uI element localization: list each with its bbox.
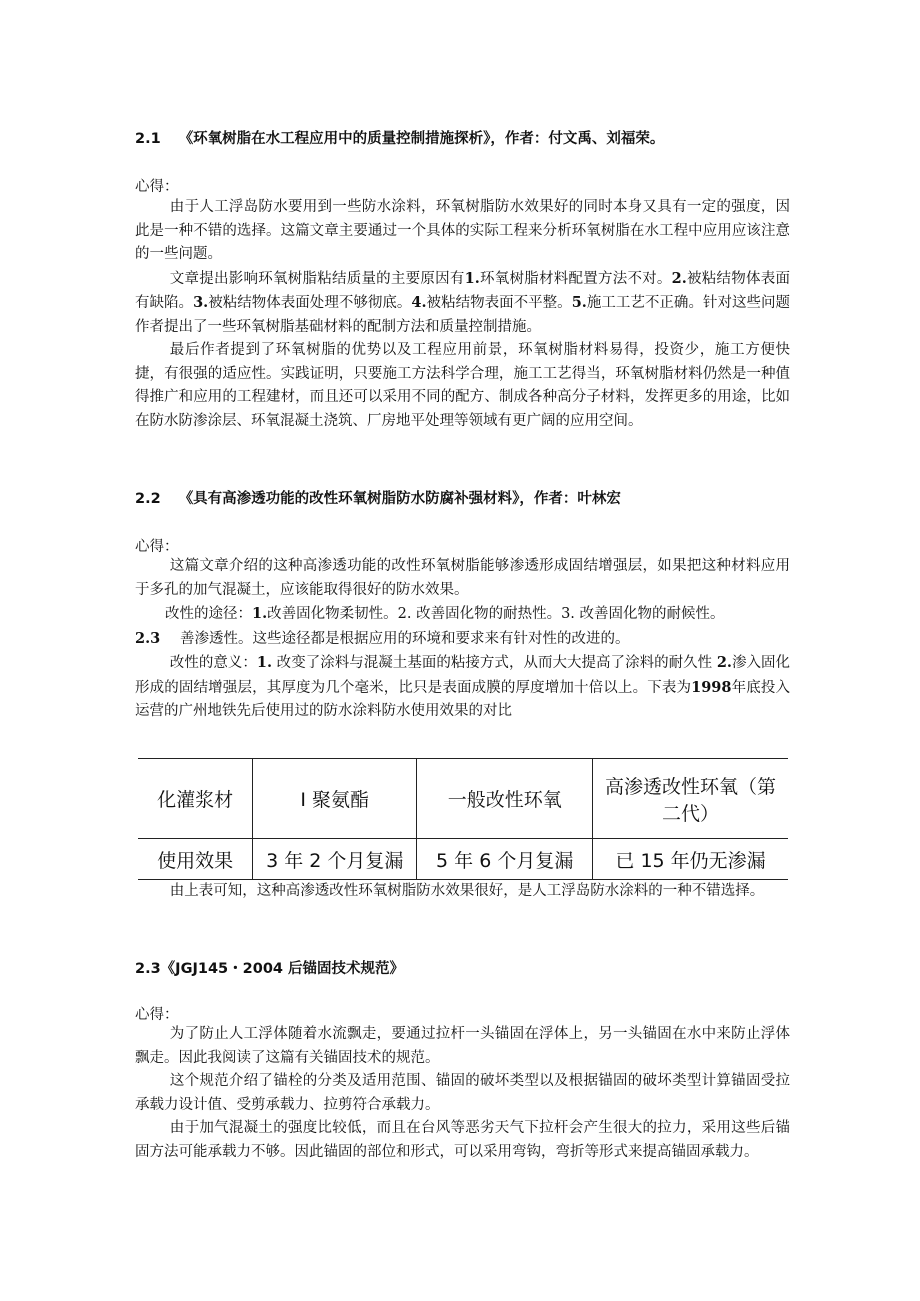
table-cell: 5 年 6 个月复漏 xyxy=(417,839,593,880)
section-number: 2.2 xyxy=(135,491,161,507)
table-cell: 使用效果 xyxy=(138,839,253,880)
table-conclusion: 由上表可知，这种高渗透改性环氧树脂防水效果很好，是人工浮岛防水涂料的一种不错选择。 xyxy=(169,883,765,899)
section-2-1-heading xyxy=(135,127,790,148)
notes-label: 心得： xyxy=(135,179,179,195)
section-2-2-heading xyxy=(135,487,790,508)
comparison-table xyxy=(138,758,788,880)
section-title: 《具有高渗透功能的改性环氧树脂防水防腐补强材料》，作者：叶林宏 xyxy=(178,491,621,507)
table-cell: 高渗透改性环氧（第二代） xyxy=(593,759,788,839)
paragraph: 改性的途径：1.改善固化物柔韧性。2. 改善固化物的耐热性。3. 改善固化物的耐候性。 xyxy=(165,605,725,622)
notes-label: 心得： xyxy=(135,1007,179,1023)
table-cell: 已 15 年仍无渗漏 xyxy=(593,839,788,880)
paragraph: 2.3 善渗透性。这些途径都是根据应用的环境和要求来有针对性的改进的。 xyxy=(135,629,630,647)
paragraph: 由于人工浮岛防水要用到一些防水涂料，环氧树脂防水效果好的同时本身又具有一定的强度，因此是一种不错的选择。这篇文章主要通过一个具体的实际工程来分析环氧树脂在水工程中应用应该注意的一些问题。 xyxy=(135,199,790,262)
paragraph: 最后作者提到了环氧树脂的优势以及工程应用前景，环氧树脂材料易得，投资少，施工方便快捷，有很强的适应性。实践证明，只要施工方法科学合理，施工工艺得当，环氧树脂材料仍然是一种值得推广和应用的工程建材，而且还可以采用不同的配方、制成各种高分子材料，发挥更多的用途，比如在防水防渗涂层、环氧混凝土浇筑、厂房地平处理等领域有更广阔的应用空间。 xyxy=(135,342,790,429)
section-2-3-body xyxy=(135,1023,790,1164)
paragraph: 为了防止人工浮体随着水流飘走，要通过拉杆一头锚固在浮体上，另一头锚固在水中来防止浮体飘走。因此我阅读了这篇有关锚固技术的规范。 xyxy=(135,1026,790,1066)
paragraph: 文章提出影响环氧树脂粘结质量的主要原因有1.环氧树脂材料配置方法不对。2.被粘结物体表面有缺陷。3.被粘结物体表面处理不够彻底。4.被粘结物表面不平整。5.施工工艺不正确。针对这些问题作者提出了一些环氧树脂基础材料的配制方法和质量控制措施。 xyxy=(135,269,791,335)
paragraph: 这个规范介绍了锚栓的分类及适用范围、锚固的破坏类型以及根据锚固的破坏类型计算锚固受拉承载力设计值、受剪承载力、拉剪符合承载力。 xyxy=(135,1073,790,1113)
notes-label: 心得： xyxy=(135,539,179,555)
table-header-row xyxy=(138,759,788,839)
section-title: 《环氧树脂在水工程应用中的质量控制措施探析》，作者：付文禹、刘福荣。 xyxy=(178,131,665,147)
section-2-2-body xyxy=(135,555,790,724)
section-2-3-heading: 2.3《JGJ145・2004 后锚固技术规范》 xyxy=(135,961,405,977)
table-cell: 一般改性环氧 xyxy=(417,759,593,839)
table-cell: 3 年 2 个月复漏 xyxy=(253,839,417,880)
paragraph: 改性的意义：1. 改变了涂料与混凝土基面的粘接方式，从而大大提高了涂料的耐久性 2.渗入固化形成的固结增强层，其厚度为几个毫米，比只是表面成膜的厚度增加十倍以上。下表为1998年底投入运营的广州地铁先后使用过的防水涂料防水使用效果的对比 xyxy=(135,654,791,719)
section-number: 2.1 xyxy=(135,131,161,147)
table-cell: I 聚氨酯 xyxy=(253,759,417,839)
table-cell: 化灌浆材 xyxy=(138,759,253,839)
paragraph: 这篇文章介绍的这种高渗透功能的改性环氧树脂能够渗透形成固结增强层，如果把这种材料应用于多孔的加气混凝土，应该能取得很好的防水效果。 xyxy=(135,558,790,598)
table-row xyxy=(138,839,788,880)
section-2-1-body xyxy=(135,196,790,433)
paragraph: 由于加气混凝土的强度比较低，而且在台风等恶劣天气下拉杆会产生很大的拉力，采用这些后锚固方法可能承载力不够。因此锚固的部位和形式，可以采用弯钩，弯折等形式来提高锚固承载力。 xyxy=(135,1120,790,1160)
